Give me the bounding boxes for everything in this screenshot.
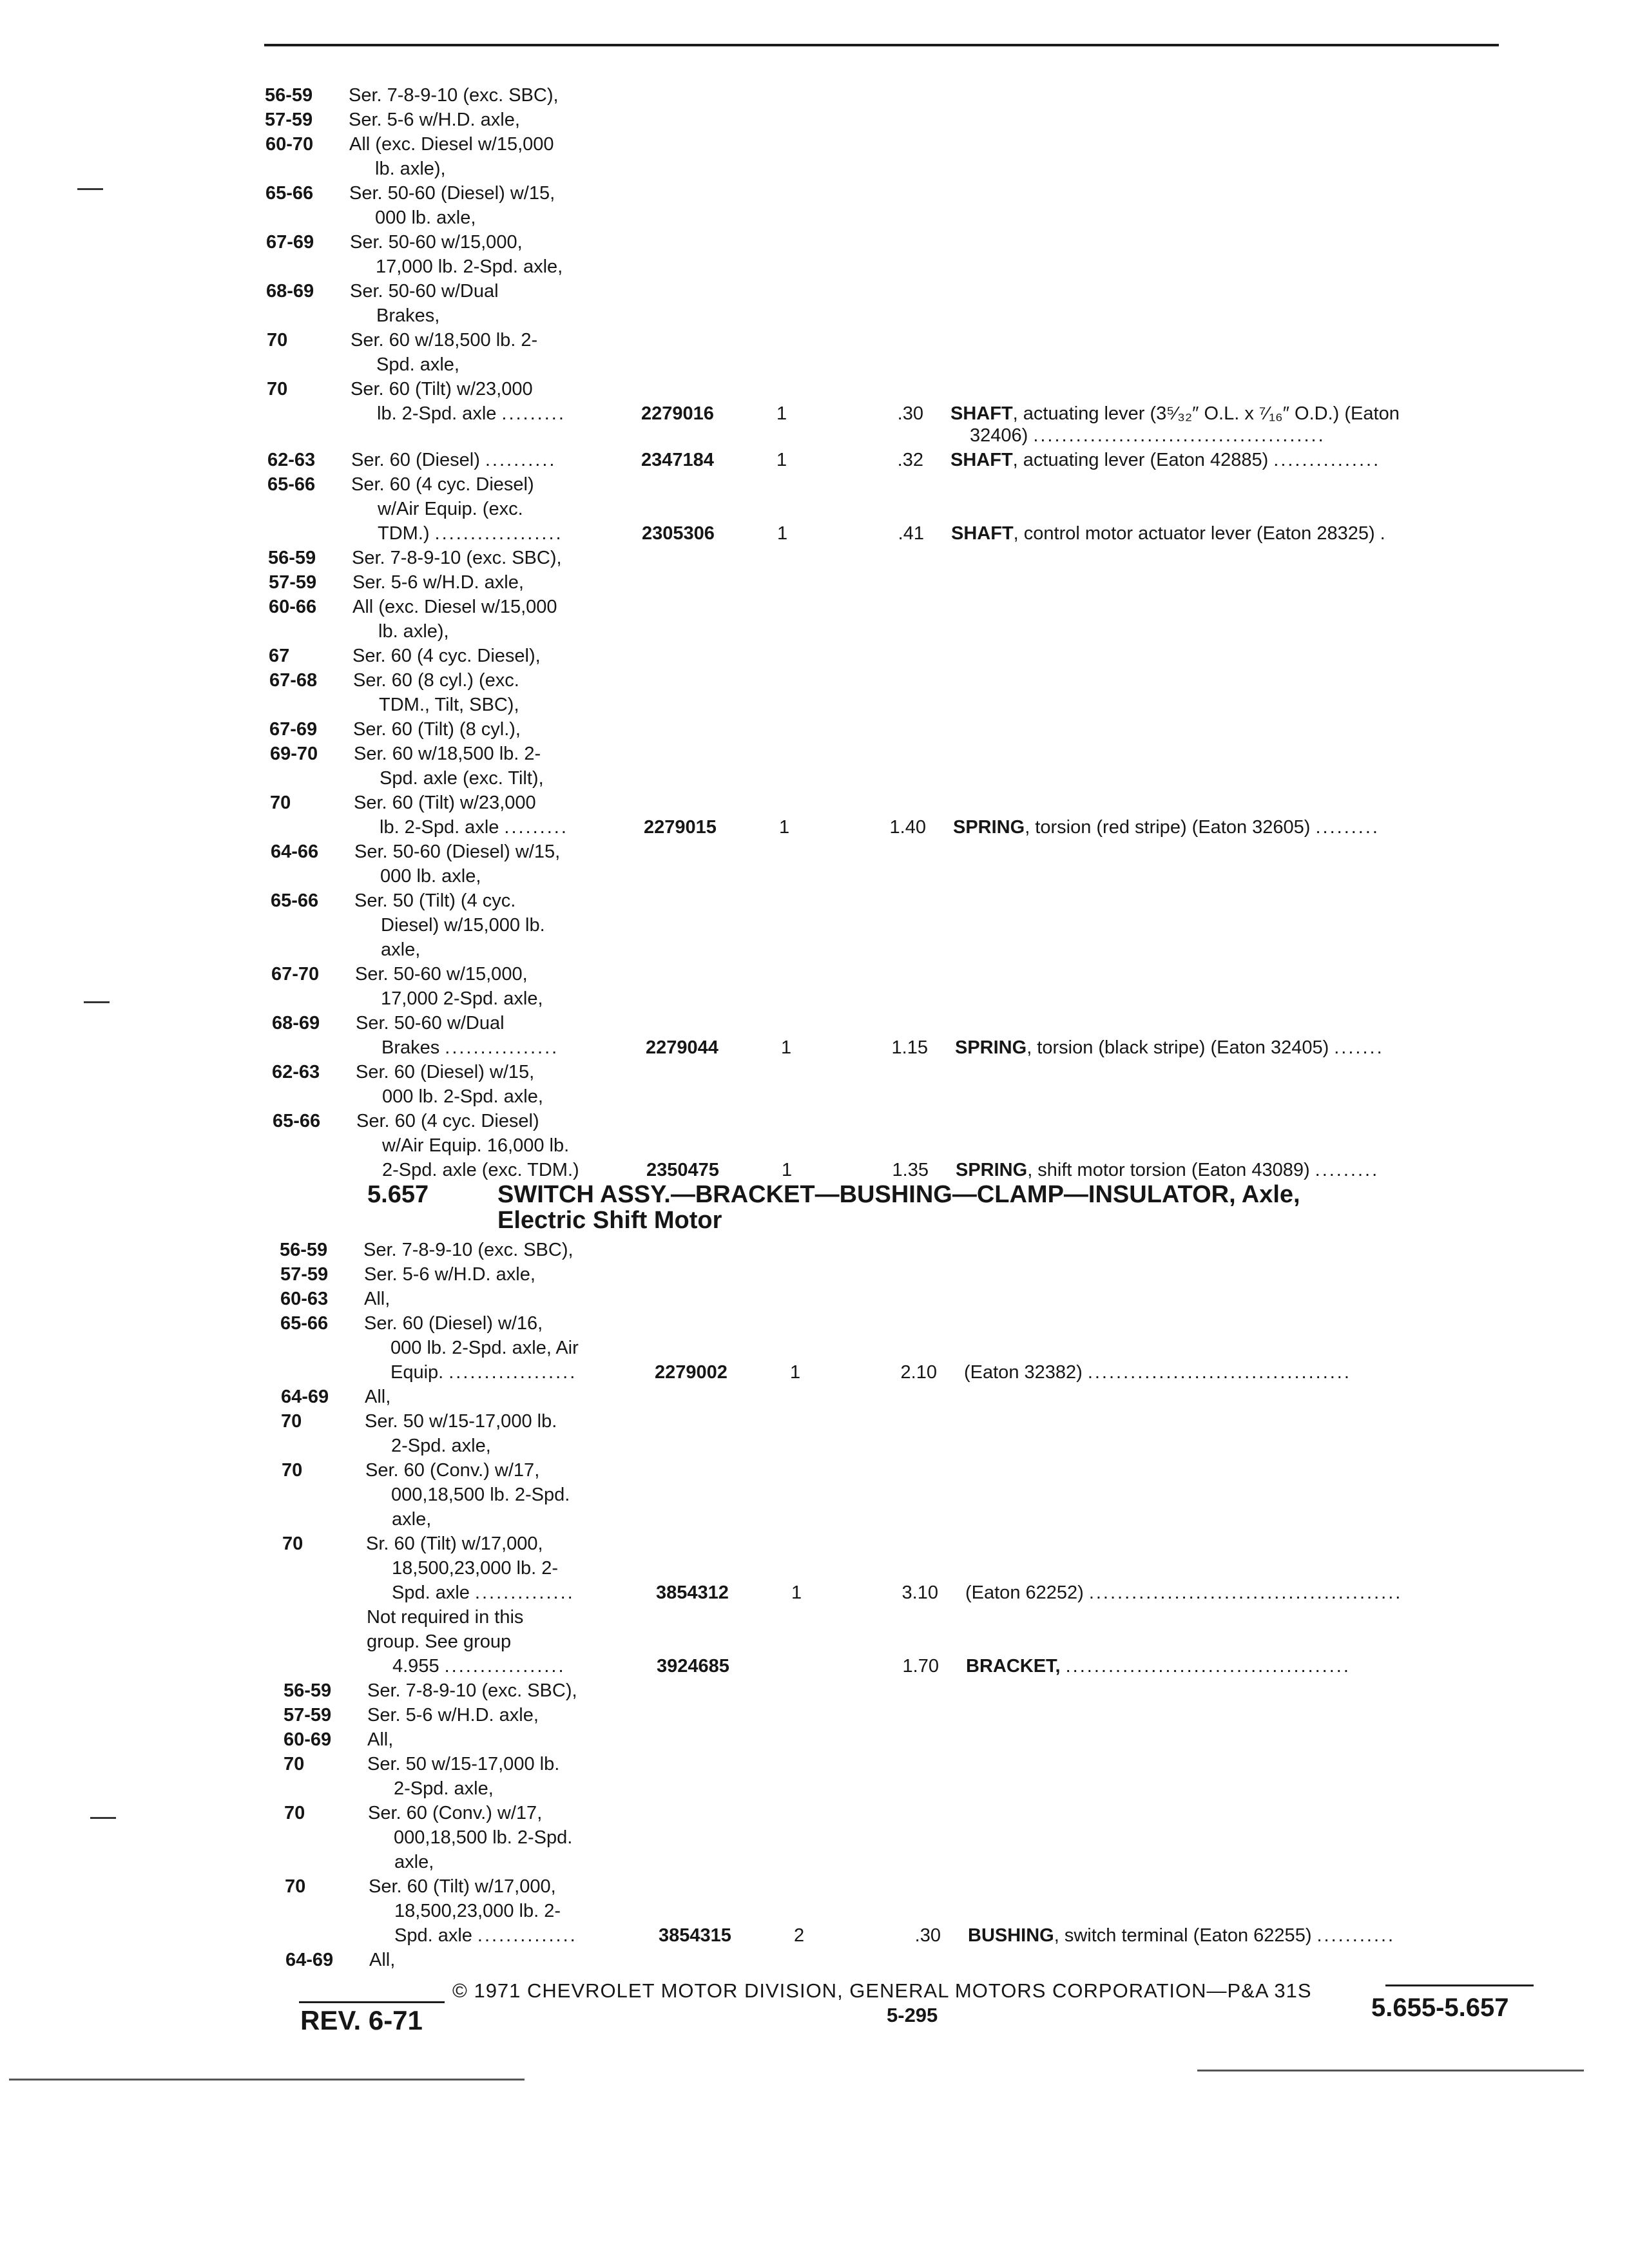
- application-label: Ser. 50-60 (Diesel) w/15,: [354, 841, 561, 862]
- application-text: [367, 1702, 539, 1728]
- application-text: [369, 1874, 556, 1899]
- quantity: 1: [782, 1160, 793, 1180]
- application-label: Diesel) w/15,000 lb.: [381, 915, 545, 936]
- application-label: Ser. 60 (8 cyl.) (exc.: [353, 670, 519, 691]
- dot-leader: ...........: [1316, 1925, 1396, 1946]
- application-text: [377, 401, 566, 427]
- application-text: [382, 1133, 569, 1158]
- application-label: Not required in this: [367, 1607, 524, 1628]
- application-text: [367, 1678, 577, 1704]
- application-text: [353, 716, 521, 742]
- application-label: 2-Spd. axle,: [391, 1436, 491, 1456]
- application-label: axle,: [392, 1509, 432, 1530]
- model-years: 60-63: [280, 1289, 329, 1309]
- application-label: Ser. 60 (Diesel): [351, 450, 480, 470]
- footer-rule-left: [299, 2001, 445, 2003]
- model-years: 57-59: [280, 1264, 329, 1285]
- application-text: [352, 643, 541, 669]
- model-years: 57-59: [269, 572, 317, 593]
- part-name: SHAFT: [950, 450, 1013, 470]
- footer-rule-right: [1385, 1984, 1534, 1986]
- bottom-rule-left: [9, 2079, 525, 2081]
- application-text: [351, 327, 537, 353]
- application-text: [365, 1408, 557, 1434]
- margin-mark: [77, 188, 103, 190]
- dot-leader: ..................: [448, 1362, 577, 1383]
- application-label: Spd. axle: [394, 1925, 472, 1946]
- part-detail: 32406): [970, 425, 1028, 446]
- model-years: 62-63: [267, 450, 316, 470]
- part-description: [951, 521, 1387, 546]
- part-name: BUSHING: [968, 1925, 1054, 1946]
- part-description: [966, 1653, 1351, 1679]
- model-years: 56-59: [284, 1680, 332, 1701]
- application-label: group. See group: [367, 1631, 512, 1652]
- application-text: [365, 1384, 390, 1410]
- application-label: Ser. 60 (Tilt) w/17,000,: [369, 1876, 556, 1897]
- application-text: [353, 668, 519, 693]
- part-name: SPRING: [953, 817, 1025, 838]
- application-label: 000 lb. 2-Spd. axle, Air: [390, 1338, 579, 1358]
- application-text: [354, 888, 516, 914]
- part-number: 2279015: [644, 817, 717, 838]
- model-years: 70: [284, 1803, 305, 1823]
- application-text: [376, 352, 459, 378]
- application-label: Ser. 5-6 w/H.D. axle,: [364, 1264, 535, 1285]
- price: 1.35: [892, 1160, 929, 1180]
- page-number: 5-295: [887, 2004, 938, 2026]
- model-years: 64-66: [271, 841, 319, 862]
- application-text: [381, 1035, 559, 1061]
- application-text: [364, 1286, 390, 1312]
- model-years: 67-69: [266, 232, 314, 253]
- model-years: 68-69: [272, 1013, 320, 1033]
- application-label: Ser. 60 (4 cyc. Diesel): [351, 474, 534, 495]
- application-text: [382, 1157, 579, 1183]
- application-label: 000 lb. axle,: [375, 207, 476, 228]
- price: .32: [897, 450, 923, 470]
- application-label: Ser. 7-8-9-10 (exc. SBC),: [367, 1680, 577, 1701]
- dot-leader: .: [1380, 523, 1387, 544]
- quantity: 1: [776, 450, 787, 470]
- dot-leader: .........: [1315, 817, 1380, 838]
- application-text: [351, 376, 533, 402]
- dot-leader: .........: [1315, 1160, 1380, 1180]
- application-label: Ser. 60 (Conv.) w/17,: [368, 1803, 543, 1823]
- application-text: [351, 472, 534, 497]
- price: .30: [897, 403, 923, 424]
- part-description: [953, 814, 1380, 840]
- application-label: Ser. 60 (Tilt) (8 cyl.),: [353, 719, 521, 740]
- dot-leader: ..............: [474, 1582, 575, 1603]
- application-text: [367, 1727, 393, 1753]
- application-text: [363, 1237, 574, 1263]
- model-years: 70: [270, 793, 291, 813]
- model-years: 70: [281, 1411, 302, 1432]
- part-description: [950, 447, 1380, 473]
- dot-leader: ........................................: [1065, 1656, 1351, 1677]
- model-years: 70: [285, 1876, 306, 1897]
- application-text: [392, 1555, 558, 1581]
- application-text: [378, 521, 563, 546]
- application-text: [354, 790, 536, 816]
- model-years: 60-70: [265, 134, 314, 155]
- part-name: SPRING: [956, 1160, 1028, 1180]
- application-text: [381, 937, 420, 963]
- part-number: 2347184: [641, 450, 714, 470]
- model-years: 70: [284, 1754, 305, 1774]
- application-label: 000,18,500 lb. 2-Spd.: [391, 1485, 570, 1505]
- model-years: 64-69: [281, 1387, 329, 1407]
- application-label: w/Air Equip. (exc.: [378, 499, 523, 519]
- application-text: [392, 1653, 566, 1679]
- quantity: 1: [779, 817, 790, 838]
- model-years: 64-69: [285, 1950, 334, 1970]
- model-years: 70: [282, 1460, 303, 1481]
- dot-leader: ................: [445, 1037, 559, 1058]
- application-text: [390, 1335, 579, 1361]
- quantity: 1: [791, 1582, 802, 1603]
- application-label: Ser. 50 (Tilt) (4 cyc.: [354, 890, 516, 911]
- application-text: [376, 303, 439, 329]
- application-text: [352, 570, 524, 595]
- model-years: 67-69: [269, 719, 318, 740]
- dot-leader: ...............: [1273, 450, 1381, 470]
- model-years: 67-70: [271, 964, 320, 985]
- dot-leader: ............................................: [1088, 1582, 1403, 1603]
- application-label: Ser. 60 (Conv.) w/17,: [365, 1460, 540, 1481]
- application-text: [350, 229, 523, 255]
- application-text: [367, 1629, 511, 1655]
- application-text: [350, 278, 499, 304]
- part-description: [965, 1580, 1402, 1606]
- application-text: [378, 619, 449, 644]
- application-text: [394, 1825, 572, 1850]
- model-years: 68-69: [266, 281, 314, 302]
- application-text: [380, 814, 568, 840]
- application-text: [367, 1604, 523, 1630]
- dot-leader: .........: [504, 817, 568, 838]
- application-label: 17,000 lb. 2-Spd. axle,: [376, 256, 563, 277]
- part-number: 3854315: [659, 1925, 731, 1946]
- model-years: 65-66: [273, 1111, 321, 1131]
- application-text: [367, 1751, 559, 1777]
- application-label: Ser. 7-8-9-10 (exc. SBC),: [363, 1240, 574, 1260]
- part-detail: , torsion (black stripe) (Eaton 32405): [1027, 1037, 1329, 1058]
- application-label: 000,18,500 lb. 2-Spd.: [394, 1827, 573, 1848]
- application-text: [376, 254, 563, 280]
- application-text: [381, 912, 545, 938]
- application-label: Spd. axle (exc. Tilt),: [380, 768, 544, 789]
- part-detail: , torsion (red stripe) (Eaton 32605): [1025, 817, 1311, 838]
- application-text: [349, 107, 520, 133]
- application-text: [391, 1482, 570, 1508]
- application-label: Ser. 50-60 w/15,000,: [350, 232, 523, 253]
- application-text: [356, 1108, 539, 1134]
- part-number: 2350475: [646, 1160, 719, 1180]
- part-number: 3924685: [657, 1656, 729, 1677]
- model-years: 60-66: [269, 597, 317, 617]
- dot-leader: .........................................: [1033, 425, 1325, 446]
- part-name: SHAFT: [951, 523, 1014, 544]
- group-range: 5.655-5.657: [1371, 1994, 1509, 2022]
- application-text: [394, 1898, 561, 1924]
- application-text: [379, 692, 519, 718]
- header-rule: [264, 44, 1499, 46]
- application-label: lb. 2-Spd. axle: [380, 817, 499, 838]
- price: 2.10: [900, 1362, 937, 1383]
- application-label: Spd. axle,: [376, 354, 459, 375]
- price: 3.10: [901, 1582, 938, 1603]
- application-text: [364, 1262, 535, 1287]
- application-label: Ser. 7-8-9-10 (exc. SBC),: [352, 548, 562, 568]
- quantity: 1: [776, 403, 787, 424]
- model-years: 70: [267, 379, 288, 399]
- part-number: 3854312: [656, 1582, 729, 1603]
- application-text: [349, 180, 555, 206]
- application-label: 000 lb. 2-Spd. axle,: [382, 1086, 543, 1107]
- application-label: All (exc. Diesel w/15,000: [352, 597, 557, 617]
- part-description: [968, 1923, 1395, 1948]
- application-label: Ser. 50-60 w/Dual: [356, 1013, 505, 1033]
- model-years: 70: [282, 1533, 304, 1554]
- application-label: All (exc. Diesel w/15,000: [349, 134, 554, 155]
- quantity: 2: [794, 1925, 805, 1946]
- application-text: [394, 1849, 434, 1875]
- application-label: 4.955: [392, 1656, 439, 1677]
- application-text: [394, 1923, 577, 1948]
- application-text: [390, 1360, 577, 1385]
- model-years: 62-63: [272, 1062, 320, 1082]
- application-text: [354, 839, 560, 865]
- part-detail: , shift motor torsion (Eaton 43089): [1027, 1160, 1310, 1180]
- quantity: 1: [777, 523, 788, 544]
- application-text: [392, 1580, 575, 1606]
- application-label: Ser. 60 (4 cyc. Diesel),: [352, 646, 541, 666]
- part-number: 2305306: [642, 523, 715, 544]
- application-label: 000 lb. axle,: [380, 866, 481, 887]
- dot-leader: .........: [501, 403, 566, 424]
- margin-mark: [84, 1001, 110, 1003]
- dot-leader: .................: [444, 1656, 566, 1677]
- model-years: 56-59: [280, 1240, 328, 1260]
- application-text: [368, 1800, 542, 1826]
- model-years: 67: [269, 646, 290, 666]
- application-label: 18,500,23,000 lb. 2-: [394, 1901, 561, 1921]
- application-label: TDM.): [378, 523, 430, 544]
- part-name: SPRING: [955, 1037, 1027, 1058]
- model-years: 56-59: [268, 548, 316, 568]
- application-text: [375, 205, 476, 231]
- section-number: 5.657: [367, 1181, 429, 1208]
- application-label: Ser. 50 w/15-17,000 lb.: [365, 1411, 557, 1432]
- application-label: Ser. 50-60 (Diesel) w/15,: [349, 183, 555, 204]
- part-detail: , actuating lever (3⁵⁄₃₂″ O.L. x ⁷⁄₁₆″ O.D.) (Eaton: [1012, 403, 1400, 424]
- application-label: Ser. 60 (Diesel) w/16,: [364, 1313, 543, 1334]
- model-years: 69-70: [270, 744, 318, 764]
- application-label: Brakes: [381, 1037, 440, 1058]
- application-text: [392, 1506, 431, 1532]
- dot-leader: .......: [1334, 1037, 1384, 1058]
- section-title-line2: Electric Shift Motor: [497, 1207, 722, 1234]
- application-label: Ser. 60 (Diesel) w/15,: [356, 1062, 535, 1082]
- part-number: 2279002: [655, 1362, 728, 1383]
- application-text: [378, 496, 523, 522]
- part-description: [956, 1157, 1379, 1183]
- revision-label: REV. 6-71: [300, 2005, 423, 2035]
- application-text: [375, 156, 446, 182]
- application-text: [356, 1010, 505, 1036]
- application-label: Ser. 7-8-9-10 (exc. SBC),: [349, 85, 559, 106]
- application-label: All,: [364, 1289, 390, 1309]
- part-detail: (Eaton 32382): [964, 1362, 1083, 1383]
- application-text: [352, 594, 557, 620]
- application-label: Ser. 5-6 w/H.D. axle,: [349, 110, 520, 130]
- application-label: Ser. 50 w/15-17,000 lb.: [367, 1754, 560, 1774]
- price: .41: [898, 523, 924, 544]
- application-text: [356, 1059, 534, 1085]
- application-label: Ser. 50-60 w/Dual: [350, 281, 499, 302]
- application-text: [364, 1311, 543, 1336]
- part-detail: , actuating lever (Eaton 42885): [1012, 450, 1269, 470]
- application-label: All,: [365, 1387, 391, 1407]
- dot-leader: ..............: [477, 1925, 577, 1946]
- application-text: [355, 961, 528, 987]
- application-label: Ser. 60 (Tilt) w/23,000: [354, 793, 536, 813]
- model-years: 65-66: [271, 890, 319, 911]
- price: 1.70: [902, 1656, 939, 1677]
- dot-leader: ..........: [485, 450, 557, 470]
- part-name: BRACKET,: [966, 1656, 1061, 1677]
- model-years: 57-59: [265, 110, 313, 130]
- section-title-line1: SWITCH ASSY.—BRACKET—BUSHING—CLAMP—INSULATOR, Axle,: [497, 1181, 1300, 1208]
- application-label: 17,000 2-Spd. axle,: [381, 988, 543, 1009]
- application-label: Ser. 5-6 w/H.D. axle,: [367, 1705, 539, 1725]
- application-label: axle,: [381, 939, 421, 960]
- part-number: 2279016: [641, 403, 714, 424]
- application-label: Spd. axle: [392, 1582, 470, 1603]
- application-label: All,: [369, 1950, 396, 1970]
- part-description: [955, 1035, 1384, 1061]
- price: 1.15: [891, 1037, 928, 1058]
- application-label: lb. 2-Spd. axle: [377, 403, 497, 424]
- application-text: [381, 986, 543, 1012]
- part-detail: , switch terminal (Eaton 62255): [1054, 1925, 1312, 1946]
- part-description: [970, 423, 1325, 448]
- price: 1.40: [889, 817, 926, 838]
- application-text: [369, 1947, 395, 1973]
- application-label: 2-Spd. axle (exc. TDM.): [382, 1160, 579, 1180]
- application-label: Sr. 60 (Tilt) w/17,000,: [366, 1533, 543, 1554]
- model-years: 65-66: [280, 1313, 329, 1334]
- quantity: 1: [790, 1362, 801, 1383]
- application-text: [380, 765, 544, 791]
- application-label: Brakes,: [376, 305, 440, 326]
- application-label: Ser. 60 (4 cyc. Diesel): [356, 1111, 539, 1131]
- quantity: 1: [781, 1037, 792, 1058]
- model-years: 65-66: [265, 183, 314, 204]
- part-detail: , control motor actuator lever (Eaton 28325): [1013, 523, 1375, 544]
- application-label: axle,: [394, 1852, 434, 1872]
- application-label: 18,500,23,000 lb. 2-: [392, 1558, 558, 1579]
- price: .30: [914, 1925, 941, 1946]
- application-label: 2-Spd. axle,: [394, 1778, 494, 1799]
- application-label: lb. axle),: [378, 621, 449, 642]
- application-text: [380, 863, 481, 889]
- application-text: [394, 1776, 494, 1802]
- part-name: SHAFT: [950, 403, 1013, 424]
- application-text: [391, 1433, 491, 1459]
- model-years: 65-66: [267, 474, 316, 495]
- application-text: [382, 1084, 543, 1110]
- application-label: All,: [367, 1729, 394, 1750]
- margin-mark: [90, 1817, 116, 1819]
- application-label: w/Air Equip. 16,000 lb.: [382, 1135, 570, 1156]
- application-label: Ser. 50-60 w/15,000,: [355, 964, 528, 985]
- application-text: [351, 447, 556, 473]
- application-label: Ser. 60 w/18,500 lb. 2-: [351, 330, 538, 351]
- application-label: TDM., Tilt, SBC),: [379, 695, 519, 715]
- part-description: [964, 1360, 1351, 1385]
- application-text: [349, 131, 554, 157]
- dot-leader: .....................................: [1087, 1362, 1351, 1383]
- application-label: lb. axle),: [375, 159, 446, 179]
- model-years: 60-69: [284, 1729, 332, 1750]
- application-label: Ser. 60 w/18,500 lb. 2-: [354, 744, 541, 764]
- model-years: 70: [267, 330, 288, 351]
- model-years: 57-59: [284, 1705, 332, 1725]
- model-years: 56-59: [265, 85, 313, 106]
- part-detail: (Eaton 62252): [965, 1582, 1084, 1603]
- dot-leader: ..................: [434, 523, 563, 544]
- application-text: [354, 741, 541, 767]
- application-text: [349, 82, 559, 108]
- section-header: [0, 1180, 1629, 1238]
- application-label: Equip.: [390, 1362, 444, 1383]
- model-years: 67-68: [269, 670, 318, 691]
- copyright-line: © 1971 CHEVROLET MOTOR DIVISION, GENERAL MOTORS CORPORATION—P&A 31S: [452, 1979, 1312, 2002]
- application-label: Ser. 60 (Tilt) w/23,000: [351, 379, 533, 399]
- application-text: [352, 545, 562, 571]
- part-number: 2279044: [646, 1037, 718, 1058]
- application-text: [365, 1457, 539, 1483]
- application-label: Ser. 5-6 w/H.D. axle,: [352, 572, 524, 593]
- bottom-rule-right: [1197, 2070, 1584, 2071]
- application-text: [366, 1531, 543, 1557]
